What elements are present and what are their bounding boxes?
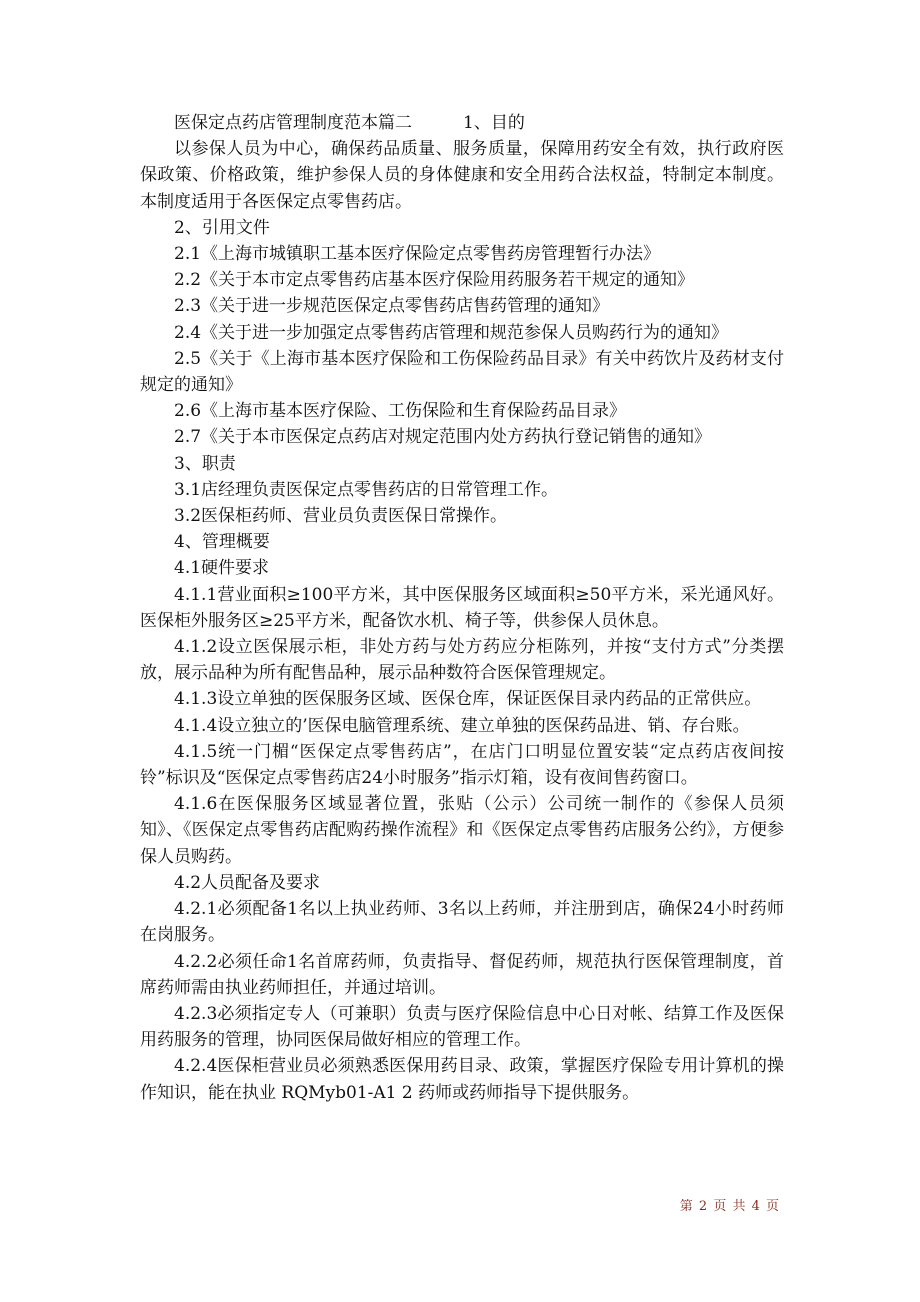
hardware-item: 4.1.1营业面积≥100平方米，其中医保服务区域面积≥50平方米，采光通风好。医保柜外服务区≥25平方米，配备饮水机、椅子等，供参保人员休息。 <box>140 584 784 631</box>
document-body <box>140 110 784 1106</box>
reference-item: 2.1《上海市城镇职工基本医疗保险定点零售药房管理暂行办法》 <box>174 244 661 265</box>
hardware-item: 4.1.2设立医保展示柜，非处方药与处方药应分柜陈列，并按“支付方式”分类摆放，展示品种为所有配售品种，展示品种数符合医保管理规定。 <box>140 637 784 684</box>
staffing-item: 4.2.4医保柜营业员必须熟悉医保用药目录、政策，掌握医疗保险专用计算机的操作知识，能在执业 RQMyb01-A1 2 药师或药师指导下提供服务。 <box>140 1056 784 1103</box>
subsection-heading-staffing: 4.2人员配备及要求 <box>174 872 321 893</box>
paragraph-purpose: 以参保人员为中心，确保药品质量、服务质量，保障用药安全有效，执行政府医保政策、价格政策，维护参保人员的身体健康和安全用药合法权益，特制定本制度。本制度适用于各医保定点零售药店。 <box>140 139 784 212</box>
subsection-heading-hardware: 4.1硬件要求 <box>174 558 270 579</box>
reference-item: 2.6《上海市基本医疗保险、工伤保险和生育保险药品目录》 <box>174 401 627 422</box>
section-heading-duties: 3、职责 <box>174 453 236 474</box>
hardware-item: 4.1.4设立独立的’医保电脑管理系统、建立单独的医保药品进、销、存台账。 <box>174 715 750 736</box>
staffing-item: 4.2.1必须配备1名以上执业药师、3名以上药师，并注册到店，确保24小时药师在岗服务。 <box>140 899 784 946</box>
duty-item: 3.1店经理负责医保定点零售药店的日常管理工作。 <box>174 479 559 500</box>
reference-item: 2.5《关于《上海市基本医疗保险和工伤保险药品目录》有关中药饮片及药材支付规定的通知》 <box>140 348 784 396</box>
page-number-footer: 第 2 页 共 4 页 <box>679 1199 780 1214</box>
reference-item: 2.7《关于本市医保定点药店对规定范围内处方药执行登记销售的通知》 <box>174 427 712 448</box>
hardware-item: 4.1.5统一门楣“医保定点零售药店”，在店门口明显位置安装“定点药店夜间按铃”标识及“医保定点零售药店24小时服务”指示灯箱，设有夜间售药窗口。 <box>140 741 784 789</box>
hardware-item: 4.1.3设立单独的医保服务区域、医保仓库，保证医保目录内药品的正常供应。 <box>174 689 762 710</box>
staffing-item: 4.2.2必须任命1名首席药师，负责指导、督促药师，规范执行医保管理制度，首席药师需由执业药师担任，并通过培训。 <box>140 951 784 998</box>
duty-item: 3.2医保柜药师、营业员负责医保日常操作。 <box>174 506 508 527</box>
reference-item: 2.3《关于进一步规范医保定点零售药店售药管理的通知》 <box>174 296 610 317</box>
document-title-line: 医保定点药店管理制度范本篇二 1、目的 <box>174 113 525 133</box>
hardware-item: 4.1.6在医保服务区域显著位置，张贴（公示）公司统一制作的《参保人员须知》、《医保定点零售药店配购药操作流程》和《医保定点零售药店服务公约》，方便参保人员购药。 <box>140 794 784 867</box>
section-heading-references: 2、引用文件 <box>174 217 270 238</box>
reference-item: 2.2《关于本市定点零售药店基本医疗保险用药服务若干规定的通知》 <box>174 270 695 291</box>
reference-item: 2.4《关于进一步加强定点零售药店管理和规范参保人员购药行为的通知》 <box>174 322 729 343</box>
staffing-item: 4.2.3必须指定专人（可兼职）负责与医疗保险信息中心日对帐、结算工作及医保用药服务的管理，协同医保局做好相应的管理工作。 <box>140 1003 784 1051</box>
section-heading-overview: 4、管理概要 <box>174 532 270 553</box>
